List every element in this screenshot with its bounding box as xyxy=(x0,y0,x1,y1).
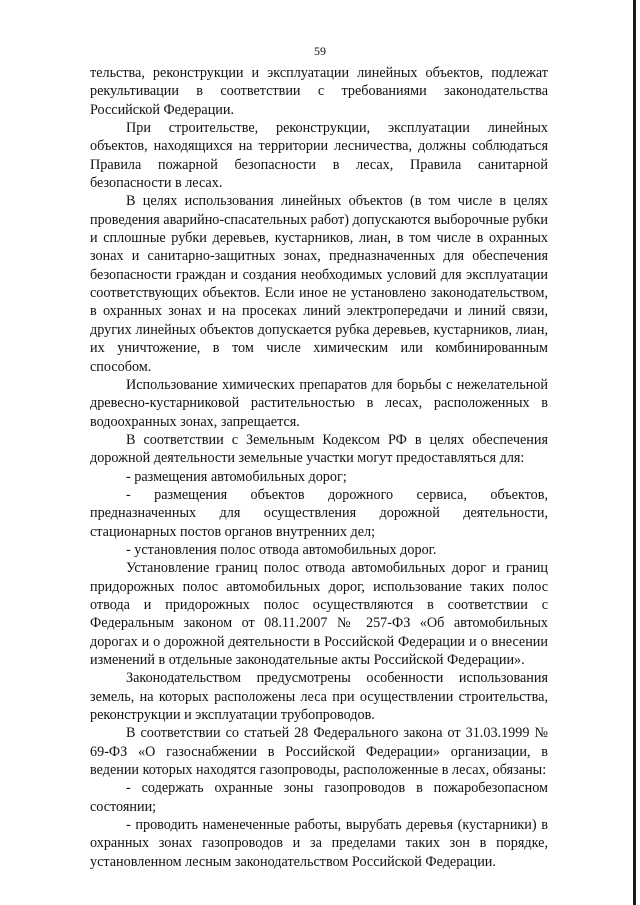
paragraph-fire-safety: При строительстве, реконструкции, эксплуатации линейных объектов, находящихся на территории лесничества, должны соблюдаться Правила пожарной безопасности в лесах, Правила санитарной безопасности в лесах. xyxy=(90,120,548,192)
list-item-roads: - размещения автомобильных дорог; xyxy=(126,468,347,485)
body-text xyxy=(90,64,548,871)
paragraph-pipelines: Законодательством предусмотрены особенности использования земель, на которых расположены леса при осуществлении строительства, реконструкции и эксплуатации трубопроводов. xyxy=(90,670,548,724)
list-item-planned-works: - проводить наменеченные работы, вырубать деревья (кустарники) в охранных зонах газопроводов и за пределами таких зон в порядке, установленном лесным законодательством Российской Федерации. xyxy=(90,817,548,870)
page-edge-shadow xyxy=(633,0,636,905)
paragraph-chemicals-ban: Использование химических препаратов для борьбы с нежелательной древесно-кустарниковой растительностью в лесах, расположенных в водоохранных зонах, запрещается. xyxy=(90,376,548,430)
list-item-road-service: - размещения объектов дорожного сервиса, объектов, предназначенных для осуществления дорожной деятельности, стационарных постов органов внутренних дел; xyxy=(90,486,548,540)
list-item-protection-zones: - содержать охранные зоны газопроводов в пожаробезопасном состоянии; xyxy=(90,780,548,815)
paragraph-land-code: В соответствии с Земельным Кодексом РФ в целях обеспечения дорожной деятельности земельные участки могут предоставляться для: xyxy=(90,431,548,467)
paragraph-right-of-way-law: Установление границ полос отвода автомобильных дорог и границ придорожных полос автомобильных дорог, использование таких полос отвода и придорожных полос осуществляются в соответствии с Федеральным законом от 08.11.2007 № 257-ФЗ «Об автомобильных дорогах и о дорожной деятельности в Российской Федерации и о внесении изменений в отдельные законодательные акты Российской Федерации». xyxy=(90,560,548,668)
list-item-right-of-way: - установления полос отвода автомобильных дорог. xyxy=(126,541,437,558)
paragraph-linear-objects-felling: В целях использования линейных объектов (в том числе в целях проведения аварийно-спасательных работ) допускаются выборочные рубки и сплошные рубки деревьев, кустарников, лиан, в том числе в охранных зонах и санитарно-защитных зонах, предназначенных для обеспечения безопасности граждан и создания необходимых условий для эксплуатации соответствующих объектов. Если иное не установлено законодательством, в охранных зонах и на просеках линий электропередачи и линий связи, других линейных объектов допускается рубка деревьев, кустарников, лиан, их уничтожение, в том числе химическим или комбинированным способом. xyxy=(90,193,548,375)
paragraph-continuation: тельства, реконструкции и эксплуатации линейных объектов, подлежат рекультивации в соответствии с требованиями законодательства Российской Федерации. xyxy=(90,65,548,118)
paragraph-gas-supply-law: В соответствии со статьей 28 Федерального закона от 31.03.1999 № 69-ФЗ «О газоснабжении в Российской Федерации» организации, в ведении которых находятся газопроводы, расположенные в лесах, обязаны: xyxy=(90,725,548,779)
page-number: 59 xyxy=(314,44,326,58)
